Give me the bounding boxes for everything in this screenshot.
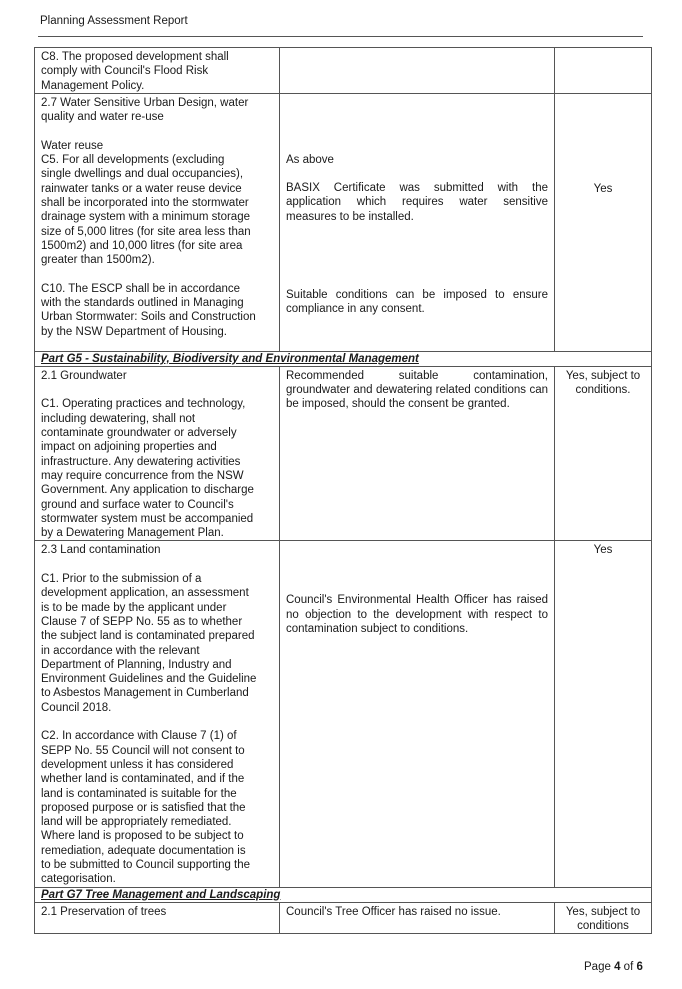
compliance-cell: Yes, subject to conditions	[555, 902, 652, 934]
table-row	[35, 48, 652, 94]
section-heading-row	[35, 351, 652, 366]
table-row	[35, 93, 652, 351]
requirement-cell: 2.1 Preservation of trees	[35, 902, 280, 934]
page-number: 4	[614, 961, 621, 973]
comment-basix: BASIX Certificate was submitted with the application which requires water sensitive measures to be installed.	[286, 182, 548, 223]
report-header-title: Planning Assessment Report	[40, 15, 188, 27]
header-rule	[38, 36, 643, 37]
compliance-cell: Yes	[555, 541, 652, 887]
compliance-cell	[555, 48, 652, 94]
page-label: Page	[584, 961, 611, 973]
requirement-cell: C8. The proposed development shall comply with Council's Flood Risk Management Policy.	[35, 48, 280, 94]
page-total: 6	[636, 961, 643, 973]
requirement-cell: 2.7 Water Sensitive Urban Design, water quality and water re-use Water reuse C5. For all developments (excluding single dwellings and dual occupancies), rainwater tanks or a water reuse device shall be incorporated into the stormwater drainage system with a minimum storage size of 5,000 litres (for site area less than 1500m2) and 10,000 litres (for site area greater than 1500m2). C10. The ESCP shall be in accordance with the standards outlined in Managing Urban Stormwater: Soils and Construction by the NSW Department of Housing.	[35, 93, 280, 351]
comment-as-above: As above	[286, 153, 334, 166]
comment-cell: Council's Tree Officer has raised no issue.	[280, 902, 555, 934]
table-row	[35, 902, 652, 934]
requirement-cell: 2.1 Groundwater C1. Operating practices and technology, including dewatering, shall not contaminate groundwater or adversely impact on adjoining properties and infrastructure. Any dewatering activities may require concurrence from the NSW Government. Any application to discharge ground and surface water to Council's stormwater system must be accompanied by a Dewatering Management Plan.	[35, 366, 280, 541]
comment-conditions: Suitable conditions can be imposed to ensure compliance in any consent.	[286, 289, 548, 316]
comment-cell	[280, 48, 555, 94]
compliance-cell: Yes, subject to conditions.	[555, 366, 652, 541]
table-row	[35, 366, 652, 541]
comment-cell: Recommended suitable contamination, groundwater and dewatering related conditions can be imposed, should the consent be granted.	[280, 366, 555, 541]
compliance-cell: Yes	[555, 93, 652, 351]
table-row	[35, 541, 652, 887]
assessment-table	[34, 47, 652, 934]
comment-cell	[280, 93, 555, 351]
section-heading-g7: Part G7 Tree Management and Landscaping	[35, 887, 652, 902]
requirement-cell: 2.3 Land contamination C1. Prior to the submission of a development application, an assessment is to be made by the applicant under Clause 7 of SEPP No. 55 as to whether the subject land is contaminated prepared in accordance with the relevant Department of Planning, Industry and Environment Guidelines and the Guideline to Asbestos Management in Cumberland Council 2018. C2. In accordance with Clause 7 (1) of SEPP No. 55 Council will not consent to development unless it has considered whether land is contaminated, and if the land is contaminated is suitable for the proposed purpose or is satisfied that the land will be appropriately remediated. Where land is proposed to be subject to remediation, adequate documentation is to be submitted to Council supporting the categorisation.	[35, 541, 280, 887]
section-heading-row	[35, 887, 652, 902]
page-footer	[584, 961, 643, 973]
comment-cell: Council's Environmental Health Officer has raised no objection to the development with respect to contamination subject to conditions.	[280, 541, 555, 887]
of-label: of	[623, 961, 634, 973]
section-heading-g5: Part G5 - Sustainability, Biodiversity and Environmental Management	[35, 351, 652, 366]
